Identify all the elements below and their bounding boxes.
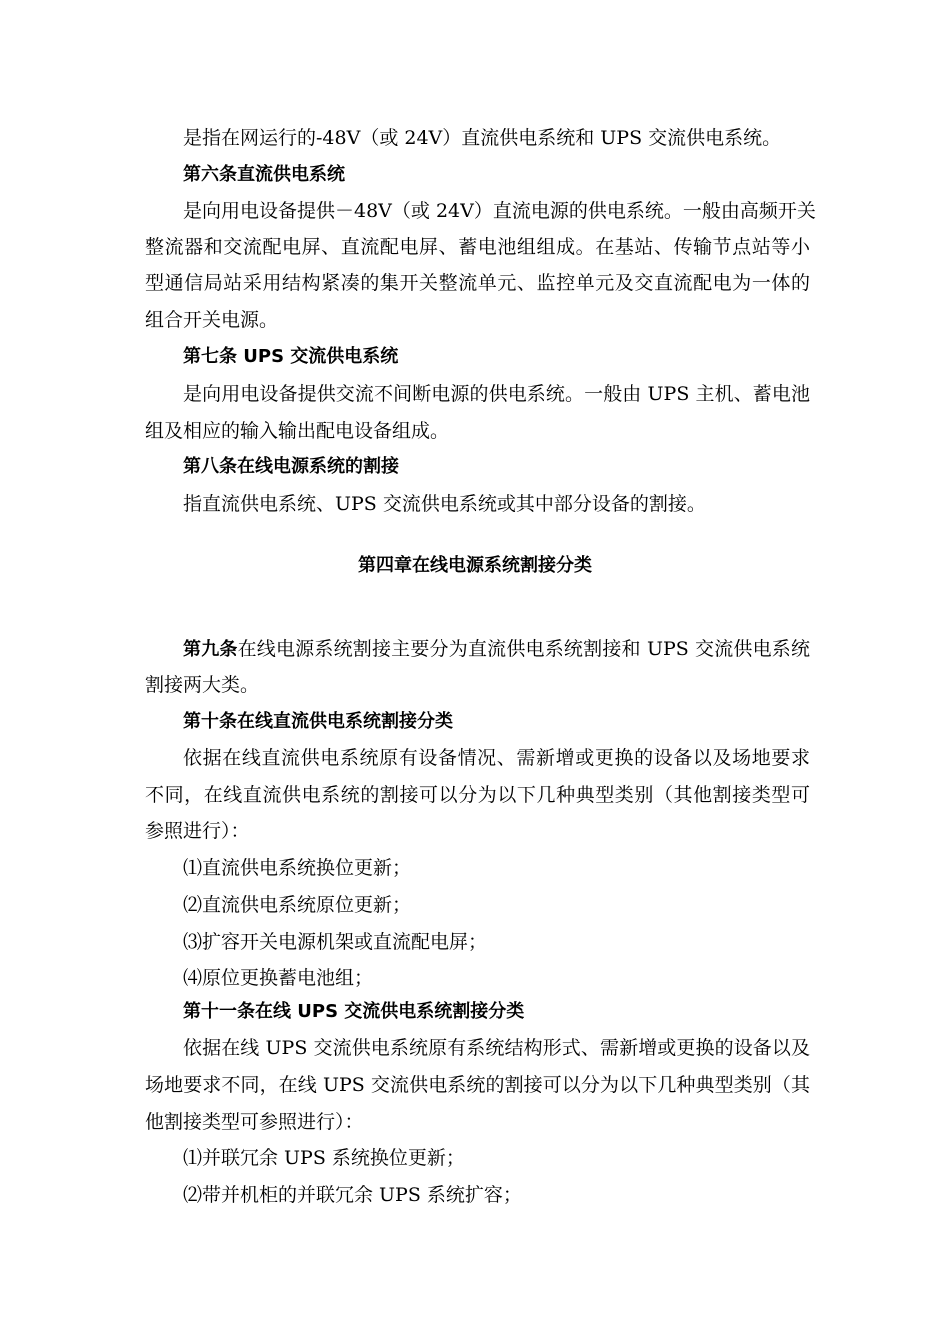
list-item: ⑵直流供电系统原位更新； — [183, 894, 412, 916]
text-line: 是向用电设备提供－48V（或 24V）直流电源的供电系统。一般由高频开关 — [183, 200, 816, 222]
article-10-heading: 第十条在线直流供电系统割接分类 — [183, 711, 453, 732]
chapter-4-title: 第四章在线电源系统割接分类 — [358, 555, 592, 576]
text-line: 组合开关电源。 — [145, 309, 279, 331]
text-line: 型通信局站采用结构紧凑的集开关整流单元、监控单元及交直流配电为一体的 — [145, 272, 810, 294]
list-item: ⑴直流供电系统换位更新； — [183, 857, 412, 879]
text-line: 组及相应的输入输出配电设备组成。 — [145, 420, 450, 442]
list-item: ⑷原位更换蓄电池组； — [183, 967, 374, 989]
text-line: 指直流供电系统、UPS 交流供电系统或其中部分设备的割接。 — [183, 493, 706, 515]
text-line: 场地要求不同，在线 UPS 交流供电系统的割接可以分为以下几种典型类别（其 — [145, 1074, 810, 1096]
text-line: 参照进行）： — [145, 820, 250, 842]
article-8-heading: 第八条在线电源系统的割接 — [183, 456, 399, 477]
article-11-heading: 第十一条在线 UPS 交流供电系统割接分类 — [183, 1001, 525, 1022]
article-9-heading: 第九条 — [183, 639, 238, 660]
text-line: 依据在线直流供电系统原有设备情况、需新增或更换的设备以及场地要求 — [183, 747, 810, 769]
text-line: 他割接类型可参照进行）： — [145, 1111, 364, 1133]
list-item: ⑶扩容开关电源机架或直流配电屏； — [183, 931, 488, 953]
text-line: 是指在网运行的-48V（或 24V）直流供电系统和 UPS 交流供电系统。 — [183, 127, 782, 149]
article-7-heading: 第七条 UPS 交流供电系统 — [183, 346, 399, 367]
list-item: ⑴并联冗余 UPS 系统换位更新； — [183, 1147, 465, 1169]
list-item: ⑵带并机柜的并联冗余 UPS 系统扩容； — [183, 1184, 522, 1206]
text-line: 不同，在线直流供电系统的割接可以分为以下几种典型类别（其他割接类型可 — [145, 784, 810, 806]
text-line: 依据在线 UPS 交流供电系统原有系统结构形式、需新增或更换的设备以及 — [183, 1037, 810, 1059]
text-line — [183, 634, 810, 665]
text-line: 整流器和交流配电屏、直流配电屏、蓄电池组组成。在基站、传输节点站等小 — [145, 236, 810, 258]
text-line: 割接两大类。 — [145, 674, 260, 696]
article-6-heading: 第六条直流供电系统 — [183, 164, 345, 185]
text-line: 是向用电设备提供交流不间断电源的供电系统。一般由 UPS 主机、蓄电池 — [183, 383, 810, 405]
article-9-text: 在线电源系统割接主要分为直流供电系统割接和 UPS 交流供电系统 — [237, 638, 810, 660]
